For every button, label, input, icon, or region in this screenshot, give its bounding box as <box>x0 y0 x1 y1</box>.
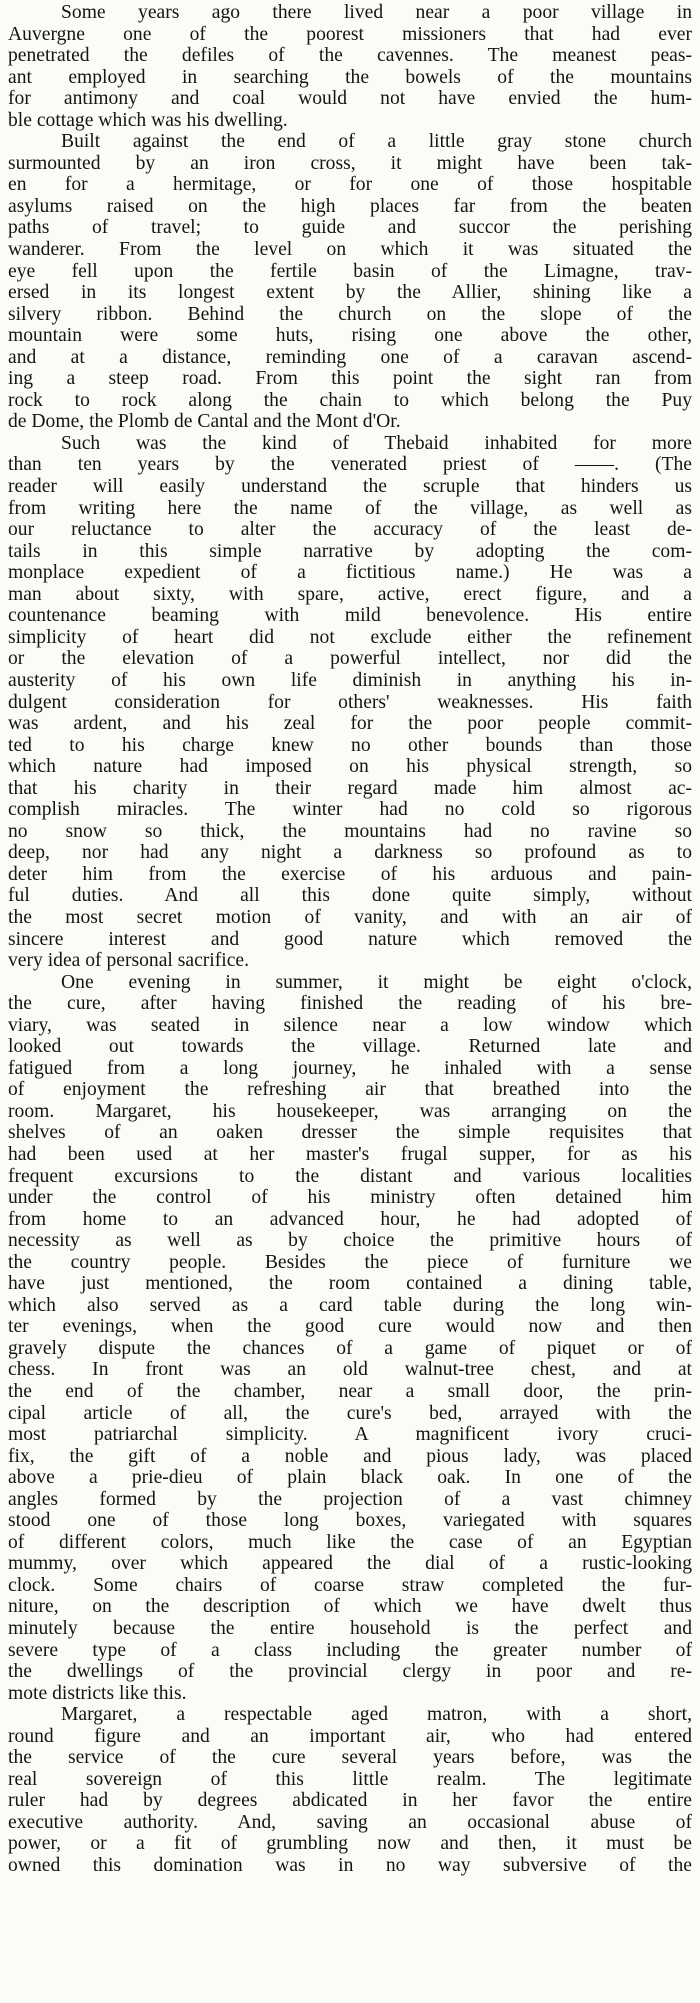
paragraph <box>8 131 692 433</box>
text-line: asylums raised on the high places far from the beaten <box>8 195 692 217</box>
text-line: man about sixty, with spare, active, erect figure, and a <box>8 583 692 605</box>
text-line: silvery ribbon. Behind the church on the slope of the <box>8 303 692 325</box>
text-line: which also served as a card table during the long win- <box>8 1294 692 1316</box>
text-line: the cure, after having finished the reading of his bre- <box>8 993 692 1015</box>
article-text <box>8 2 692 1877</box>
text-line: countenance beaming with mild benevolence. His entire <box>8 605 692 627</box>
text-line: ble cottage which was his dwelling. <box>8 109 288 131</box>
text-line: which nature had imposed on his physical strength, so <box>8 756 692 778</box>
text-line: above a prie-dieu of plain black oak. In one of the <box>8 1467 692 1489</box>
text-line: most patriarchal simplicity. A magnificent ivory cruci- <box>8 1424 692 1446</box>
text-line: owned this domination was in no way subversive of the <box>8 1855 692 1877</box>
text-line: Auvergne one of the poorest missioners that had ever <box>8 23 692 45</box>
text-line: monplace expedient of a fictitious name.) He was a <box>8 562 692 584</box>
text-line: tails in this simple narrative by adopting the com- <box>8 540 692 562</box>
text-line: Margaret, a respectable aged matron, with a short, <box>61 1704 692 1726</box>
text-line: from home to an advanced hour, he had adopted of <box>8 1208 692 1230</box>
text-line: dulgent consideration for others' weaknesses. His faith <box>8 691 692 713</box>
text-line: paths of travel; to guide and succor the perishing <box>8 217 692 239</box>
text-line: reader will easily understand the scruple that hinders us <box>8 476 692 498</box>
text-line: en for a hermitage, or for one of those hospitable <box>8 174 692 196</box>
text-line: real sovereign of this little realm. The legitimate <box>8 1768 692 1790</box>
text-line: under the control of his ministry often detained him <box>8 1187 692 1209</box>
text-line: severe type of a class including the greater number of <box>8 1639 692 1661</box>
text-line: ful duties. And all this done quite simply, without <box>8 885 692 907</box>
text-line: clock. Some chairs of coarse straw completed the fur- <box>8 1574 692 1596</box>
text-line: sincere interest and good nature which removed the <box>8 928 692 950</box>
text-line: of enjoyment the refreshing air that breathed into the <box>8 1079 692 1101</box>
text-line: necessity as well as by choice the primitive hours of <box>8 1230 692 1252</box>
text-line: for antimony and coal would not have envied the hum- <box>8 88 692 110</box>
text-line: round figure and an important air, who had entered <box>8 1725 692 1747</box>
text-line: frequent excursions to the distant and various localities <box>8 1165 692 1187</box>
text-line: the service of the cure several years before, was the <box>8 1747 692 1769</box>
text-line: fatigued from a long journey, he inhaled with a sense <box>8 1057 692 1079</box>
text-line: rock to rock along the chain to which belong the Puy <box>8 389 692 411</box>
text-line: had been used at her master's frugal supper, for as his <box>8 1143 692 1165</box>
text-line: mountain were some huts, rising one above the other, <box>8 325 692 347</box>
text-line: fix, the gift of a noble and pious lady, was placed <box>8 1445 692 1467</box>
text-line: simplicity of heart did not exclude either the refinement <box>8 626 692 648</box>
text-line: room. Margaret, his housekeeper, was arranging on the <box>8 1100 692 1122</box>
text-line: viary, was seated in silence near a low window which <box>8 1014 692 1036</box>
text-line: gravely dispute the chances of a game of piquet or of <box>8 1337 692 1359</box>
text-line: Built against the end of a little gray stone church <box>61 131 692 153</box>
text-line: the most secret motion of vanity, and with an air of <box>8 906 692 928</box>
text-line: deep, nor had any night a darkness so profound as to <box>8 842 692 864</box>
text-line: One evening in summer, it might be eight o'clock, <box>61 971 692 993</box>
text-line: the dwellings of the provincial clergy in poor and re- <box>8 1661 692 1683</box>
text-line: ted to his charge knew no other bounds than those <box>8 734 692 756</box>
text-line: chess. In front was an old walnut-tree chest, and at <box>8 1359 692 1381</box>
text-line: the end of the chamber, near a small door, the prin- <box>8 1381 692 1402</box>
text-line: ruler had by degrees abdicated in her favor the entire <box>8 1790 692 1812</box>
text-line: shelves of an oaken dresser the simple requisites that <box>8 1122 692 1144</box>
text-line: mummy, over which appeared the dial of a rustic-looking <box>8 1553 692 1575</box>
text-line: very idea of personal sacrifice. <box>8 950 249 972</box>
text-line: stood one of those long boxes, variegated with squares <box>8 1510 692 1532</box>
text-line: than ten years by the venerated priest of ——. (The <box>8 454 692 476</box>
text-line: cipal article of all, the cure's bed, arrayed with the <box>8 1402 692 1424</box>
text-line: executive authority. And, saving an occasional abuse of <box>8 1811 692 1833</box>
text-line: austerity of his own life diminish in anything his in- <box>8 669 692 691</box>
text-line: looked out towards the village. Returned late and <box>8 1036 692 1058</box>
text-line: minutely because the entire household is the perfect and <box>8 1618 692 1640</box>
text-line: ant employed in searching the bowels of the mountains <box>8 66 692 88</box>
text-line: complish miracles. The winter had no cold so rigorous <box>8 799 692 821</box>
paragraph <box>8 2 692 131</box>
text-line: deter him from the exercise of his arduous and pain- <box>8 863 692 885</box>
text-line: penetrated the defiles of the cavennes. The meanest peas- <box>8 45 692 67</box>
text-line: the country people. Besides the piece of furniture we <box>8 1251 692 1273</box>
text-line: that his charity in their regard made him almost ac- <box>8 777 692 799</box>
text-line: ter evenings, when the good cure would now and then <box>8 1316 692 1338</box>
text-line: ersed in its longest extent by the Allier, shining like a <box>8 282 692 304</box>
text-line: de Dome, the Plomb de Cantal and the Mont d'Or. <box>8 411 401 433</box>
text-line: angles formed by the projection of a vast chimney <box>8 1488 692 1510</box>
text-line: Such was the kind of Thebaid inhabited for more <box>61 432 692 454</box>
text-line: was ardent, and his zeal for the poor people commit- <box>8 713 692 735</box>
text-line: power, or a fit of grumbling now and then, it must be <box>8 1833 692 1855</box>
text-line: no snow so thick, the mountains had no ravine so <box>8 820 692 842</box>
text-line: or the elevation of a powerful intellect, nor did the <box>8 648 692 670</box>
text-line: from writing here the name of the village, as well as <box>8 497 692 519</box>
paragraph <box>8 1704 692 1876</box>
text-line: surmounted by an iron cross, it might have been tak- <box>8 152 692 174</box>
text-line: mote districts like this. <box>8 1682 187 1704</box>
text-line: of different colors, much like the case of an Egyptian <box>8 1531 692 1553</box>
paragraph <box>8 433 692 972</box>
text-line: have just mentioned, the room contained a dining table, <box>8 1273 692 1295</box>
text-line: eye fell upon the fertile basin of the Limagne, trav- <box>8 260 692 282</box>
text-line: Some years ago there lived near a poor village in <box>61 2 692 23</box>
text-line: ing a steep road. From this point the sight ran from <box>8 368 692 390</box>
text-line: niture, on the description of which we have dwelt thus <box>8 1596 692 1618</box>
text-line: our reluctance to alter the accuracy of the least de- <box>8 519 692 541</box>
text-line: wanderer. From the level on which it was situated the <box>8 239 692 261</box>
paragraph <box>8 972 692 1705</box>
text-line: and at a distance, reminding one of a caravan ascend- <box>8 346 692 368</box>
